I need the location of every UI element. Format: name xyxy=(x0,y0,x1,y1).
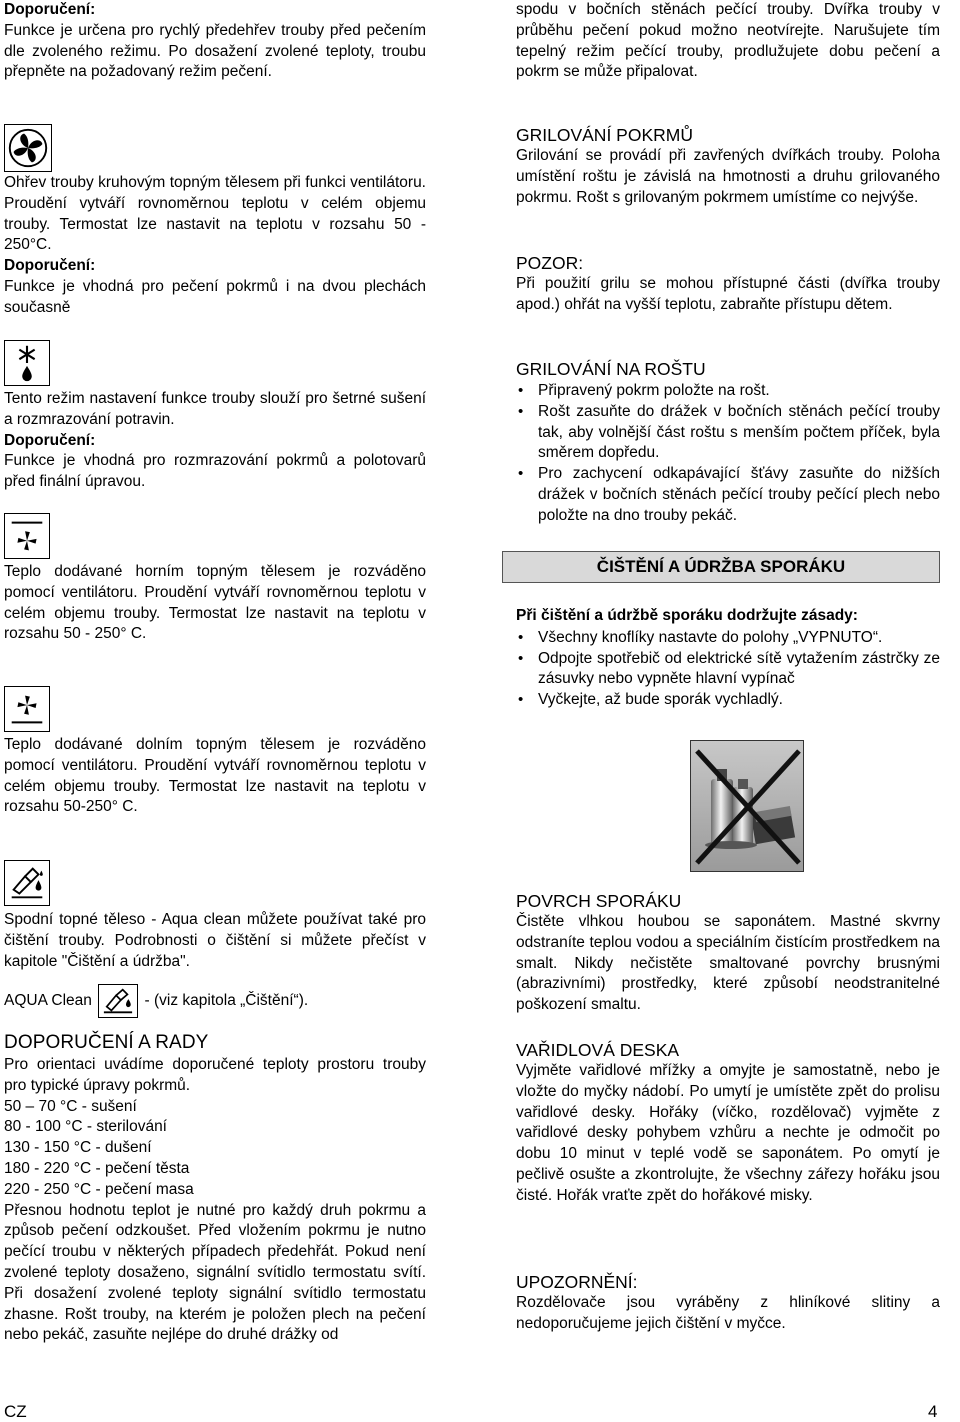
recommendation-text: Funkce je vhodná pro rozmrazování pokrmů a polotovarů před finální úpravou. xyxy=(4,452,426,491)
list-item: • Rošt zasuňte do drážek v bočních stěnách pečící trouby tak, aby volnější část roštu s menším počtem příček, byla směrem dopředu. xyxy=(516,402,940,464)
top-heat-fan-icon xyxy=(4,513,50,559)
top-heat-fan-section xyxy=(4,562,426,645)
hob-heading: VAŘIDLOVÁ DESKA xyxy=(516,1040,680,1060)
fan-heating-text: Ohřev trouby kruhovým topným tělesem při funkci ventilátoru. Proudění vytváří rovnoměrnou teplotu v celém objemu trouby. Termostat lze nastavit na teplotu v rozsahu 50 - 250°C. xyxy=(4,174,426,254)
temperature-list xyxy=(4,1097,426,1201)
list-item: • Odpojte spotřebič od elektrické sítě vytažením zástrčky ze zásuvky nebo vypněte hlavní vypínač xyxy=(516,649,940,691)
tips-heading: DOPORUČENÍ A RADY xyxy=(4,1032,209,1053)
surface-heading: POVRCH SPORÁKU xyxy=(516,891,682,911)
defrost-section xyxy=(4,389,426,493)
bottom-heat-fan-text: Teplo dodávané dolním topným tělesem je rozváděno pomocí ventilátoru. Proudění vytváří rovnoměrnou teplotu v celém objemu trouby. Termostat lze nastavit na teplotu v rozsahu 50-250° C. xyxy=(4,736,426,816)
cleaning-rules-section xyxy=(516,606,940,711)
list-item: • Pro zachycení odkapávající šťávy zasuňte do nižších drážek v bočních stěnách pečící trouby pečící plech nebo položte na dno trouby pekáč. xyxy=(516,464,940,526)
warning-heading: UPOZORNĚNÍ: xyxy=(516,1272,638,1292)
tips-intro: Pro orientaci uvádíme doporučené teploty prostoru trouby pro typické úpravy pokrmů. xyxy=(4,1056,426,1094)
bottom-heat-fan-icon xyxy=(4,686,50,732)
language-code: CZ xyxy=(4,1402,27,1421)
no-abrasive-cleaners-image xyxy=(690,740,804,872)
grilling-heading: GRILOVÁNÍ POKRMŮ xyxy=(516,125,693,145)
aqua-clean-text: Spodní topné těleso - Aqua clean můžete používat také pro čištění trouby. Podrobnosti o čištění si můžete přečíst v kapitole "Čištění a údržba". xyxy=(4,911,426,970)
aqua-clean-reference xyxy=(4,984,426,1018)
temperature-item: 220 - 250 °C - pečení masa xyxy=(4,1180,194,1198)
bottom-heat-fan-section xyxy=(4,735,426,818)
grilling-text: Grilování se provádí při zavřených dvířkách trouby. Poloha umístění roštu je závislá na hmotnosti a druhu grilovaného pokrmu. Rošt s grilovaným pokrmem umístíme co nejvýše. xyxy=(516,147,940,206)
tips-section xyxy=(4,1032,426,1346)
caution-heading: POZOR: xyxy=(516,253,584,273)
fan-heating-section xyxy=(4,173,426,319)
rack-grilling-heading: GRILOVÁNÍ NA ROŠTU xyxy=(516,359,706,379)
recommendation-heading: Doporučení: xyxy=(4,1,96,18)
caution-section xyxy=(516,252,940,316)
surface-text: Čistěte vlhkou houbou se saponátem. Mastné skvrny odstraníte teplou vodou a speciálním čistícím prostředkem na smalt. Nikdy nečistěte smaltované povrchy brusnými (abrazivními) prostředky, které způsobí neodstranitelné poškození smaltu. xyxy=(516,913,940,1014)
temperature-item: 80 - 100 °C - sterilování xyxy=(4,1118,167,1136)
surface-section xyxy=(516,890,940,1016)
hob-section xyxy=(516,1039,940,1207)
rack-grilling-section xyxy=(516,358,940,527)
rack-grilling-list xyxy=(516,381,940,527)
temperature-item: 130 - 150 °C - dušení xyxy=(4,1139,152,1157)
hob-text: Vyjměte vařidlové mřížky a omyjte je samostatně, nebo je vložte do myčky nádobí. Po umytí je umístěte zpět do prolisu vařidlové desky. Hořáky (víčko, rozdělovač) vyjměte z vařidlové desky pohybem vzhůru a nechte je odmočit po dobu 10 minut v teplé vodě se saponátem. Po omytí je pečlivě osušte a zkontrolujte, že všechny zářezy hořáku jsou čisté. Hořák vraťte zpět do hořákové misky. xyxy=(516,1062,940,1204)
caution-text: Při použití grilu se mohou přístupné části (dvířka trouby apod.) ohřát na vyšší teplotu, zabraňte přístupu dětem. xyxy=(516,275,940,313)
preheat-recommendation xyxy=(4,0,426,83)
cleaning-rules-list xyxy=(516,628,940,711)
continuation-text: spodu v bočních stěnách pečící trouby. Dvířka trouby v průběhu pečení pokud možno neotvírejte. Narušujete tím tepelný režim pečící trouby, prodlužujete dobu pečení a pokrm se může připalovat. xyxy=(516,1,940,81)
aqua-clean-chapter-ref: - (viz kapitola „Čištění“). xyxy=(144,992,309,1010)
warning-section xyxy=(516,1271,940,1335)
recommendation-text: Funkce je vhodná pro pečení pokrmů i na dvou plechách současně xyxy=(4,277,426,316)
cleaning-banner: ČIŠTĚNÍ A ÚDRŽBA SPORÁKU xyxy=(502,551,940,583)
defrost-text: Tento režim nastavení funkce trouby slouží pro šetrné sušení a rozmrazování potravin. xyxy=(4,390,426,428)
recommendation-heading: Doporučení: xyxy=(4,431,96,449)
aqua-clean-label: AQUA Clean xyxy=(4,992,92,1010)
aqua-clean-section xyxy=(4,910,426,972)
list-item: • Vyčkejte, až bude sporák vychladlý. xyxy=(516,690,940,711)
recommendation-text: Funkce je určena pro rychlý předehřev trouby před pečením dle zvoleného režimu. Po dosažení zvolené teploty, troubu přepněte na požadovaný režim pečení. xyxy=(4,21,426,81)
temperature-item: 180 - 220 °C - pečení těsta xyxy=(4,1159,190,1177)
baking-continuation xyxy=(516,0,940,83)
recommendation-heading: Doporučení: xyxy=(4,257,96,275)
aqua-clean-icon xyxy=(4,860,50,906)
temperature-item: 50 – 70 °C - sušení xyxy=(4,1097,137,1115)
list-item: • Připravený pokrm položte na rošt. xyxy=(516,381,940,402)
page-number: 4 xyxy=(928,1402,938,1421)
top-heat-fan-text: Teplo dodávané horním topným tělesem je rozváděno pomocí ventilátoru. Proudění vytváří rovnoměrnou teplotu v celém objemu trouby. Termostat lze nastavit na teplotu v rozsahu 50 - 250° C. xyxy=(4,563,426,643)
defrost-icon xyxy=(4,340,50,386)
tips-text: Přesnou hodnotu teplot je nutné pro každý druh pokrmu a způsob pečení odzkoušet. Před vložením pokrmu je nutno pečící troubu v některých případech předehřát. Pokud není zvolené teploty dosaženo, signální svítidlo termostatu svítí. Při dosažení zvolené teploty signální svítidlo termostatu zhasne. Rošt trouby, na kterém je položen plech na pečení nebo pekáč, zasuňte nejlépe do druhé drážky od xyxy=(4,1201,426,1344)
fan-heating-icon xyxy=(4,124,52,172)
aqua-clean-icon xyxy=(98,984,138,1018)
warning-text: Rozdělovače jsou vyráběny z hliníkové slitiny a nedoporučujeme jejich čištění v myčce. xyxy=(516,1294,940,1332)
grilling-section xyxy=(516,124,940,208)
list-item: • Všechny knoflíky nastavte do polohy „VYPNUTO“. xyxy=(516,628,940,649)
cleaning-rules-heading: Při čištění a údržbě sporáku dodržujte zásady: xyxy=(516,607,858,624)
